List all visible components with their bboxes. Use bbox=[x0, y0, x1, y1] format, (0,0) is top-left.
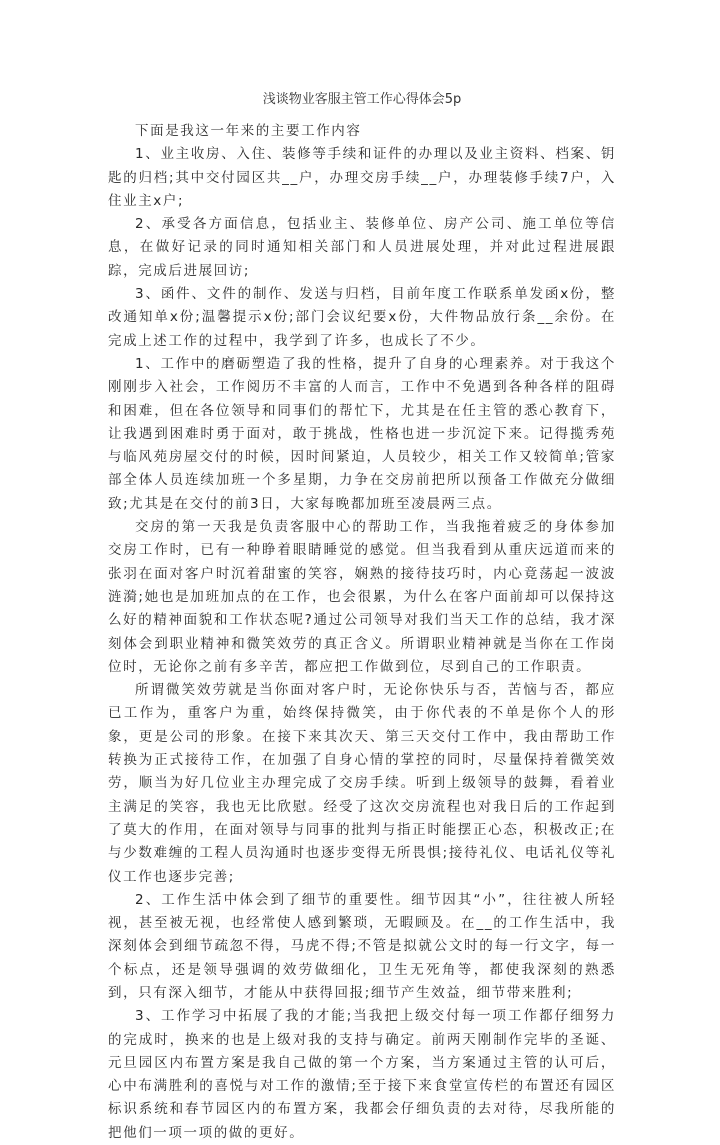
paragraph-item-3: 3、函件、文件的制作、发送与归档，目前年度工作联系单发函x份，整改通知单x份;温馨提示x份;部门会议纪要x份，大件物品放行条__余份。在完成上述工作的过程中，我学到了许多，也成长了不少。 bbox=[108, 286, 616, 349]
paragraph-growth-3: 3、工作学习中拓展了我的才能;当我把上级交付每一项工作都仔细努力的完成时，换来的也是上级对我的支持与确定。前两天刚制作完毕的圣诞、元旦园区内布置方案是我自己做的第一个方案，当方案通过主管的认可后，心中布满胜利的喜悦与对工作的激情;至于接下来食堂宣传栏的布置还有园区标识系统和春节园区内的布置方案，我都会仔细负责的去对待，尽我所能的把他们一项一项的做的更好。 bbox=[108, 1008, 616, 1141]
document-page bbox=[108, 88, 616, 1145]
document-title: 浅谈物业客服主管工作心得体会5p bbox=[262, 92, 462, 107]
paragraph-item-2: 2、承受各方面信息，包括业主、装修单位、房产公司、施工单位等信息，在做好记录的同时通知相关部门和人员进展处理，并对此过程进展跟踪，完成后进展回访; bbox=[108, 216, 616, 279]
paragraph-handover-day: 交房的第一天我是负责客服中心的帮助工作，当我拖着疲乏的身体参加交房工作时，已有一种睁着眼睛睡觉的感觉。但当我看到从重庆远道而来的张羽在面对客户时沉着甜蜜的笑容，娴熟的接待技巧时，内心竟荡起一波波涟漪;她也是加班加点的在工作，也会很累，为什么在客户面前却可以保持这么好的精神面貌和工作状态呢?通过公司领导对我们当天工作的总结，我才深刻体会到职业精神和微笑效劳的真正含义。所谓职业精神就是当你在工作岗位时，无论你之前有多辛苦，都应把工作做到位，尽到自己的工作职责。 bbox=[108, 519, 616, 675]
paragraph-intro: 下面是我这一年来的主要工作内容 bbox=[135, 123, 362, 139]
paragraph-item-1: 1、业主收房、入住、装修等手续和证件的办理以及业主资料、档案、钥匙的归档;其中交付园区共__户，办理交房手续__户，办理装修手续7户，入住业主x户; bbox=[108, 146, 616, 209]
paragraph-growth-1: 1、工作中的磨砺塑造了我的性格，提升了自身的心理素养。对于我这个刚刚步入社会，工作阅历不丰富的人而言，工作中不免遇到各种各样的阻碍和困难，但在各位领导和同事们的帮忙下，尤其是在任主管的悉心教育下，让我遇到困难时勇于面对，敢于挑战，性格也进一步沉淀下来。记得揽秀苑与临风苑房屋交付的时候，因时间紧迫，人员较少，相关工作又较简单;管家部全体人员连续加班一个多星期，力争在交房前把所以预备工作做充分做细致;尤其是在交付的前3日，大家每晚都加班至凌晨两三点。 bbox=[108, 355, 616, 512]
paragraph-smile-service: 所谓微笑效劳就是当你面对客户时，无论你快乐与否，苦恼与否，都应已工作为，重客户为重，始终保持微笑，由于你代表的不单是你个人的形象，更是公司的形象。在接下来其次天、第三天交付工作中，我由帮助工作转换为正式接待工作，在加强了自身心情的掌控的同时，尽量保持着微笑效劳，顺当为好几位业主办理完成了交房手续。听到上级领导的鼓舞，看着业主满足的笑容，我也无比欣慰。经受了这次交房流程也对我日后的工作起到了莫大的作用，在面对领导与同事的批判与指正时能摆正心态，积极改正;在与少数难缠的工程人员沟通时也逐步变得无所畏惧;接待礼仪、电话礼仪等礼仪工作也逐步完善; bbox=[108, 682, 616, 885]
paragraph-growth-2: 2、工作生活中体会到了细节的重要性。细节因其“小”，往往被人所轻视，甚至被无视，也经常使人感到繁琐，无暇顾及。在__的工作生活中，我深刻体会到细节疏忽不得，马虎不得;不管是拟就公文时的每一行文字，每一个标点，还是领导强调的效劳做细化，卫生无死角等，都使我深刻的熟悉到，只有深入细节，才能从中获得回报;细节产生效益，细节带来胜利; bbox=[108, 891, 616, 1001]
